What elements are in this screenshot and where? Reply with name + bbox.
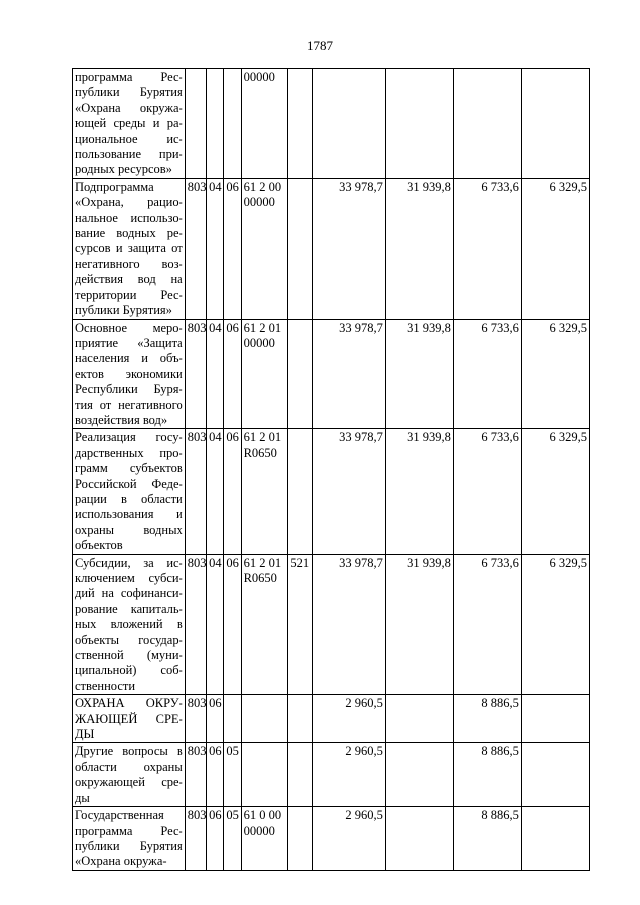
row-name-line: сурсов и защита от <box>75 241 183 256</box>
subsection-code-cell: 06 <box>224 178 241 319</box>
row-name-line: рации в области <box>75 491 183 506</box>
row-name-line: «Охрана окружа- <box>75 854 167 869</box>
row-name-line: ЖАЮЩЕЙ СРЕ- <box>75 711 183 726</box>
amount-cell-3: 8 886,5 <box>453 743 521 807</box>
row-name-line: территории Рес- <box>75 287 183 302</box>
target-article-line: 00000 <box>243 335 275 350</box>
row-name-line: ектов экономики <box>75 366 183 381</box>
row-name-cell <box>73 69 186 179</box>
row-name-line: Подпрограмма <box>75 179 154 194</box>
row-name-line: рование капиталь- <box>75 601 183 616</box>
target-article-line: 61 2 01 <box>243 555 282 570</box>
target-article-cell <box>241 429 288 554</box>
target-article-line: 00000 <box>243 70 275 84</box>
amount-cell-1: 2 960,5 <box>312 743 385 807</box>
ministry-code-cell: 803 <box>185 554 206 695</box>
amount-cell-3: 6 733,6 <box>453 554 521 695</box>
subsection-code-cell <box>224 69 241 179</box>
subsection-code-cell: 05 <box>224 807 241 871</box>
amount-cell-2: 31 939,8 <box>385 178 453 319</box>
row-name-line: Республики Буря- <box>75 382 183 397</box>
section-code-cell: 06 <box>207 743 224 807</box>
expense-type-cell <box>288 69 312 179</box>
row-name-line: ключением субси- <box>75 571 183 585</box>
expense-type-cell <box>288 807 312 871</box>
ministry-code-cell <box>185 69 206 179</box>
row-name-line: ципальной) соб- <box>75 663 183 678</box>
row-name-line: тия от негативного <box>75 397 183 412</box>
amount-cell-3: 8 886,5 <box>453 807 521 871</box>
row-name-cell <box>73 743 186 807</box>
row-name-line: «Охрана, рацио- <box>75 195 183 210</box>
section-code-cell: 04 <box>207 429 224 554</box>
amount-cell-3: 6 733,6 <box>453 429 521 554</box>
row-name-line: приятие «Защита <box>75 335 183 350</box>
target-article-cell <box>241 178 288 319</box>
subsection-code-cell: 06 <box>224 554 241 695</box>
expense-type-cell <box>288 178 312 319</box>
row-name-line: публики Бурятия <box>75 838 183 853</box>
amount-cell-2: 31 939,8 <box>385 319 453 429</box>
section-code-cell: 04 <box>207 554 224 695</box>
row-name-line: Государственная <box>75 808 164 823</box>
row-name-line: области охраны <box>75 759 183 774</box>
amount-cell-2: 31 939,8 <box>385 429 453 554</box>
row-name-line: Реализация госу- <box>75 430 183 445</box>
target-article-line: 61 2 01 <box>243 320 282 335</box>
row-name-line: ОХРАНА ОКРУ- <box>75 696 183 711</box>
amount-cell-1 <box>312 69 385 179</box>
expense-type-cell: 521 <box>288 554 312 695</box>
section-code-cell: 06 <box>207 695 224 743</box>
amount-cell-3: 6 733,6 <box>453 319 521 429</box>
row-name-line: ных вложений в <box>75 617 183 632</box>
target-article-cell <box>241 695 288 743</box>
target-article-line: 00000 <box>243 823 275 838</box>
expense-type-cell <box>288 695 312 743</box>
amount-cell-1: 2 960,5 <box>312 695 385 743</box>
row-name-cell <box>73 695 186 743</box>
expense-type-cell <box>288 429 312 554</box>
amount-cell-3: 8 886,5 <box>453 695 521 743</box>
amount-cell-1: 33 978,7 <box>312 429 385 554</box>
target-article-cell <box>241 319 288 429</box>
target-article-line: 61 2 01 <box>243 430 282 445</box>
section-code-cell <box>207 69 224 179</box>
row-name-line: публики Бурятия <box>75 85 183 100</box>
target-article-line: 61 0 00 <box>243 808 282 823</box>
subsection-code-cell: 05 <box>224 743 241 807</box>
expense-type-cell <box>288 743 312 807</box>
target-article-line: 61 2 00 <box>243 179 282 194</box>
row-name-line: Основное меро- <box>75 320 183 335</box>
row-name-line: грамм субъектов <box>75 461 183 476</box>
table-row <box>73 807 590 871</box>
row-name-cell <box>73 429 186 554</box>
amount-cell-1: 33 978,7 <box>312 178 385 319</box>
row-name-cell <box>73 554 186 695</box>
ministry-code-cell: 803 <box>185 743 206 807</box>
target-article-cell <box>241 554 288 695</box>
expense-type-cell <box>288 319 312 429</box>
row-name-line: использования и <box>75 507 183 522</box>
row-name-line: ственной (муни- <box>75 648 183 663</box>
row-name-cell <box>73 178 186 319</box>
table-row <box>73 429 590 554</box>
amount-cell-2 <box>385 695 453 743</box>
table-row <box>73 178 590 319</box>
amount-cell-2 <box>385 743 453 807</box>
ministry-code-cell: 803 <box>185 319 206 429</box>
row-name-line: нальное использо- <box>75 210 183 225</box>
ministry-code-cell: 803 <box>185 178 206 319</box>
row-name-line: дий на софинанси- <box>75 586 183 601</box>
row-name-line: негативного воз- <box>75 256 183 271</box>
table-row <box>73 743 590 807</box>
target-article-cell <box>241 69 288 179</box>
amount-cell-4 <box>521 807 589 871</box>
row-name-line: объекты государ- <box>75 632 183 647</box>
row-name-line: программа Рес- <box>75 70 183 84</box>
amount-cell-4 <box>521 743 589 807</box>
row-name-cell <box>73 319 186 429</box>
row-name-line: воздействия вод» <box>75 412 168 427</box>
ministry-code-cell: 803 <box>185 807 206 871</box>
amount-cell-4: 6 329,5 <box>521 429 589 554</box>
amount-cell-4 <box>521 69 589 179</box>
row-name-line: ющей среды и ра- <box>75 116 183 131</box>
row-name-line: действия вод на <box>75 272 183 287</box>
table-row <box>73 319 590 429</box>
amount-cell-4: 6 329,5 <box>521 178 589 319</box>
ministry-code-cell: 803 <box>185 695 206 743</box>
amount-cell-3: 6 733,6 <box>453 178 521 319</box>
amount-cell-4: 6 329,5 <box>521 554 589 695</box>
section-code-cell: 06 <box>207 807 224 871</box>
row-name-line: пользование при- <box>75 147 183 162</box>
row-name-line: ственности <box>75 678 136 693</box>
row-name-line: населения и объ- <box>75 351 183 366</box>
target-article-line: 00000 <box>243 195 275 210</box>
target-article-line: R0650 <box>243 571 277 585</box>
amount-cell-1: 33 978,7 <box>312 319 385 429</box>
row-name-line: окружающей сре- <box>75 775 183 790</box>
budget-table <box>72 68 590 871</box>
row-name-line: ды <box>75 790 90 805</box>
row-name-line: «Охрана окружа- <box>75 100 183 115</box>
amount-cell-4 <box>521 695 589 743</box>
row-name-line: ДЫ <box>75 727 95 742</box>
row-name-line: охраны водных <box>75 522 183 537</box>
subsection-code-cell: 06 <box>224 319 241 429</box>
row-name-cell <box>73 807 186 871</box>
target-article-line: R0650 <box>243 445 277 460</box>
row-name-line: вание водных ре- <box>75 226 183 241</box>
amount-cell-2: 31 939,8 <box>385 554 453 695</box>
row-name-line: Российской Феде- <box>75 476 183 491</box>
amount-cell-3 <box>453 69 521 179</box>
target-article-cell <box>241 743 288 807</box>
row-name-line: родных ресурсов» <box>75 162 172 177</box>
section-code-cell: 04 <box>207 319 224 429</box>
table-row <box>73 554 590 695</box>
row-name-line: программа Рес- <box>75 823 183 838</box>
table-row <box>73 695 590 743</box>
amount-cell-1: 33 978,7 <box>312 554 385 695</box>
page-number: 1787 <box>307 38 333 53</box>
row-name-line: объектов <box>75 538 123 553</box>
row-name-line: Другие вопросы в <box>75 744 183 759</box>
table-row <box>73 69 590 179</box>
amount-cell-4: 6 329,5 <box>521 319 589 429</box>
subsection-code-cell <box>224 695 241 743</box>
row-name-line: Субсидии, за ис- <box>75 555 183 570</box>
target-article-cell <box>241 807 288 871</box>
ministry-code-cell: 803 <box>185 429 206 554</box>
row-name-line: публики Бурятия» <box>75 303 172 318</box>
row-name-line: дарственных про- <box>75 445 183 460</box>
amount-cell-2 <box>385 807 453 871</box>
amount-cell-1: 2 960,5 <box>312 807 385 871</box>
section-code-cell: 04 <box>207 178 224 319</box>
amount-cell-2 <box>385 69 453 179</box>
row-name-line: циональное ис- <box>75 131 183 146</box>
subsection-code-cell: 06 <box>224 429 241 554</box>
